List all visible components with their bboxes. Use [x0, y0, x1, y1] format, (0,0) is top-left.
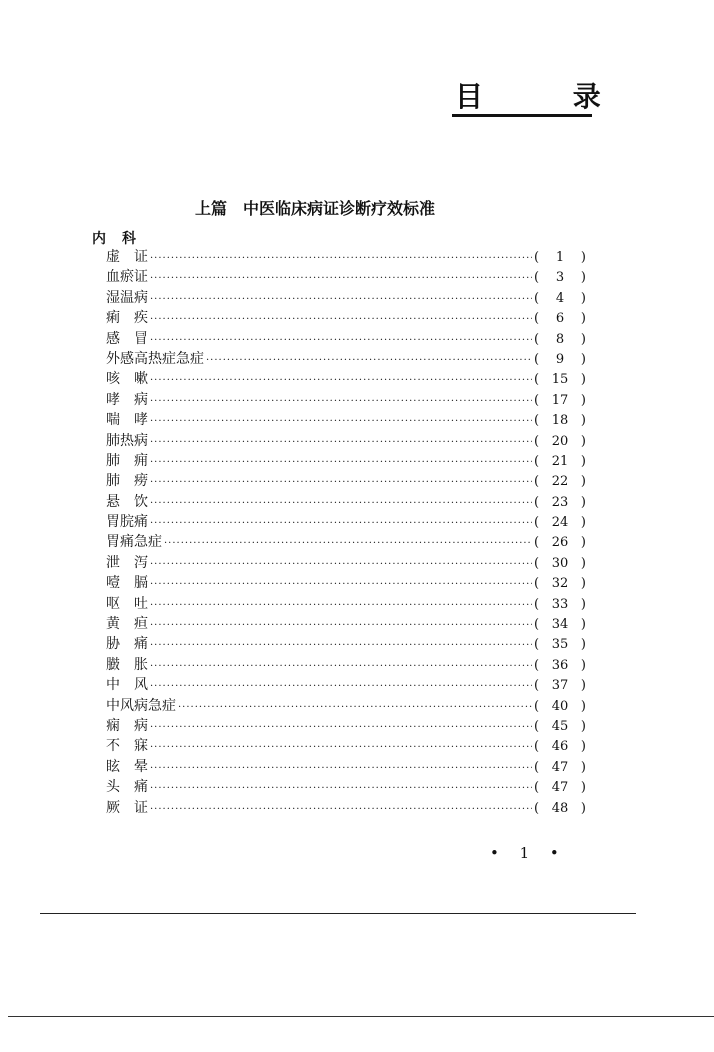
toc-entry — [106, 798, 586, 818]
toc-entry-page: ( 23 ) — [534, 493, 586, 513]
toc-entry — [106, 390, 586, 410]
toc-page-number: 1 — [555, 250, 565, 265]
toc-entry-page: ( 17 ) — [534, 391, 586, 411]
toc-entry — [106, 247, 586, 267]
toc-entry — [106, 675, 586, 695]
toc-entry-title: 咳 嗽 — [106, 371, 148, 388]
toc-entry-title: 胃脘痛 — [106, 514, 148, 531]
toc-entry — [106, 288, 586, 308]
dot-leader — [150, 331, 532, 351]
toc-entry-page: ( 47 ) — [534, 778, 586, 798]
toc-entry — [106, 696, 586, 716]
toc-page-number: 36 — [551, 657, 569, 673]
toc-entry-page: ( 6 ) — [534, 309, 586, 329]
dot-leader — [150, 800, 532, 820]
toc-page-number: 32 — [551, 576, 569, 592]
toc-entry-page: ( 20 ) — [534, 432, 586, 452]
toc-entry-page: ( 32 ) — [534, 574, 586, 594]
toc-entry — [106, 329, 586, 349]
toc-entry-page: ( 45 ) — [534, 717, 586, 737]
dot-leader — [206, 351, 532, 371]
dot-leader — [150, 249, 532, 269]
toc-entry — [106, 716, 586, 736]
toc-entry-title: 痫 病 — [106, 717, 148, 734]
toc-entry-page: ( 22 ) — [534, 472, 586, 492]
toc-page-number: 23 — [551, 494, 569, 510]
toc-entry-page: ( 47 ) — [534, 758, 586, 778]
toc-entry-title: 泄 泻 — [106, 554, 148, 571]
toc-page-number: 22 — [551, 474, 569, 490]
toc-entry-title: 中 风 — [106, 677, 148, 694]
toc-entry — [106, 736, 586, 756]
toc-entry — [106, 512, 586, 532]
toc-entry-title: 喘 哮 — [106, 412, 148, 429]
toc-entry-page: ( 37 ) — [534, 676, 586, 696]
scan-edge-rule — [8, 1016, 714, 1017]
toc-entry-page: ( 3 ) — [534, 268, 586, 288]
toc-entry-page: ( 48 ) — [534, 799, 586, 819]
dot-leader — [150, 555, 532, 575]
toc-page-number: 35 — [551, 637, 569, 653]
toc-entry — [106, 634, 586, 654]
toc-page-number: 4 — [555, 290, 565, 306]
toc-page-number: 20 — [551, 433, 569, 449]
toc-entry — [106, 369, 586, 389]
toc-entry-title: 肺热病 — [106, 432, 148, 449]
dot-leader — [150, 636, 532, 656]
toc-entry-title: 感 冒 — [106, 330, 148, 347]
toc-page-number: 3 — [555, 270, 565, 286]
toc-entry — [106, 777, 586, 797]
dot-leader — [150, 290, 532, 310]
toc-entry — [106, 573, 586, 593]
toc-page-number: 17 — [551, 392, 569, 408]
toc-entry — [106, 349, 586, 369]
toc-entry — [106, 553, 586, 573]
toc-entry-title: 外感高热症急症 — [106, 350, 204, 367]
dot-leader — [150, 738, 532, 758]
part-title: 中医临床病证诊断疗效标准 — [243, 199, 436, 218]
toc-page-number: 47 — [551, 759, 569, 775]
toc-entry — [106, 451, 586, 471]
toc-entry-page: ( 33 ) — [534, 595, 586, 615]
toc-entry-page: ( 9 ) — [534, 350, 586, 370]
toc-page-number: 8 — [555, 331, 565, 347]
part-label: 上篇 — [195, 199, 228, 218]
toc-entry-title: 悬 饮 — [106, 493, 148, 510]
toc-entry-title: 呕 吐 — [106, 595, 148, 612]
toc-entry — [106, 267, 586, 287]
toc-entry-title: 厥 证 — [106, 799, 148, 816]
toc-entry-page: ( 15 ) — [534, 370, 586, 390]
toc-page-number: 48 — [551, 800, 569, 816]
toc-entry-page: ( 34 ) — [534, 615, 586, 635]
table-of-contents — [106, 247, 586, 818]
toc-page-number: 6 — [555, 311, 565, 327]
dot-leader — [150, 494, 532, 514]
toc-page-number: 21 — [551, 453, 569, 469]
toc-page-number: 47 — [551, 780, 569, 796]
dot-leader — [150, 412, 532, 432]
footer-rule — [40, 913, 636, 914]
dot-leader — [150, 473, 532, 493]
toc-entry-title: 中风病急症 — [106, 697, 176, 714]
toc-entry-title: 湿温病 — [106, 289, 148, 306]
toc-entry-page: ( 40 ) — [534, 697, 586, 717]
toc-entry-title: 胃痛急症 — [106, 534, 162, 551]
toc-entry — [106, 614, 586, 634]
dot-leader — [150, 433, 532, 453]
dot-leader — [150, 514, 532, 534]
toc-entry — [106, 308, 586, 328]
toc-entry-title: 臌 胀 — [106, 656, 148, 673]
toc-entry-title: 头 痛 — [106, 779, 148, 796]
toc-page-number: 45 — [551, 718, 569, 734]
toc-entry-page: ( 8 ) — [534, 330, 586, 350]
toc-entry-title: 噎 膈 — [106, 575, 148, 592]
toc-entry — [106, 655, 586, 675]
toc-entry-title: 不 寐 — [106, 738, 148, 755]
toc-entry-page: ( 18 ) — [534, 411, 586, 431]
title-underline — [452, 114, 592, 117]
toc-entry — [106, 532, 586, 552]
toc-page-number: 40 — [551, 698, 569, 714]
dot-leader — [164, 534, 532, 554]
toc-page-number: 18 — [551, 413, 569, 429]
toc-entry-page: ( 21 ) — [534, 452, 586, 472]
dot-leader — [150, 779, 532, 799]
dot-leader — [150, 657, 532, 677]
dot-leader — [150, 371, 532, 391]
toc-page-number: 15 — [551, 372, 569, 388]
toc-page-number: 24 — [551, 515, 569, 531]
toc-page-number: 46 — [551, 739, 569, 755]
toc-entry — [106, 757, 586, 777]
dot-leader — [150, 759, 532, 779]
part-heading — [195, 196, 515, 219]
toc-entry — [106, 594, 586, 614]
page-number: • 1 • — [490, 844, 567, 862]
toc-entry-title: 眩 晕 — [106, 758, 148, 775]
toc-entry-page: ( 4 ) — [534, 289, 586, 309]
dot-leader — [150, 310, 532, 330]
dot-leader — [150, 575, 532, 595]
dot-leader — [150, 392, 532, 412]
dot-leader — [150, 616, 532, 636]
toc-page-number: 30 — [551, 555, 569, 571]
toc-entry-title: 胁 痛 — [106, 636, 148, 653]
toc-page-number: 9 — [555, 351, 565, 367]
toc-entry-title: 肺 痈 — [106, 452, 148, 469]
toc-entry — [106, 492, 586, 512]
toc-entry — [106, 410, 586, 430]
toc-entry-page: ( 24 ) — [534, 513, 586, 533]
toc-entry-page: ( 26 ) — [534, 533, 586, 553]
dot-leader — [150, 677, 532, 697]
page-title: 目 录 — [455, 80, 641, 113]
toc-entry — [106, 471, 586, 491]
toc-entry-page: ( 35 ) — [534, 635, 586, 655]
toc-entry-title: 虚 证 — [106, 249, 148, 265]
toc-entry-page: ( 36 ) — [534, 656, 586, 676]
dot-leader — [150, 269, 532, 289]
dot-leader — [150, 596, 532, 616]
toc-entry-title: 肺 痨 — [106, 473, 148, 490]
toc-entry-title: 哮 病 — [106, 391, 148, 408]
dot-leader — [150, 453, 532, 473]
toc-entry-page: ( 30 ) — [534, 554, 586, 574]
dot-leader — [150, 718, 532, 738]
toc-entry — [106, 431, 586, 451]
section-heading: 内科 — [92, 231, 152, 247]
toc-entry-title: 血瘀证 — [106, 269, 148, 286]
toc-entry-page: ( 46 ) — [534, 737, 586, 757]
toc-entry-page: ( 1 ) — [534, 248, 586, 268]
toc-page-number: 26 — [551, 535, 569, 551]
toc-page-number: 34 — [551, 617, 569, 633]
toc-entry-title: 痢 疾 — [106, 310, 148, 327]
toc-page-number: 33 — [551, 596, 569, 612]
toc-page-number: 37 — [551, 678, 569, 694]
toc-entry-title: 黄 疸 — [106, 616, 148, 633]
dot-leader — [178, 698, 532, 718]
